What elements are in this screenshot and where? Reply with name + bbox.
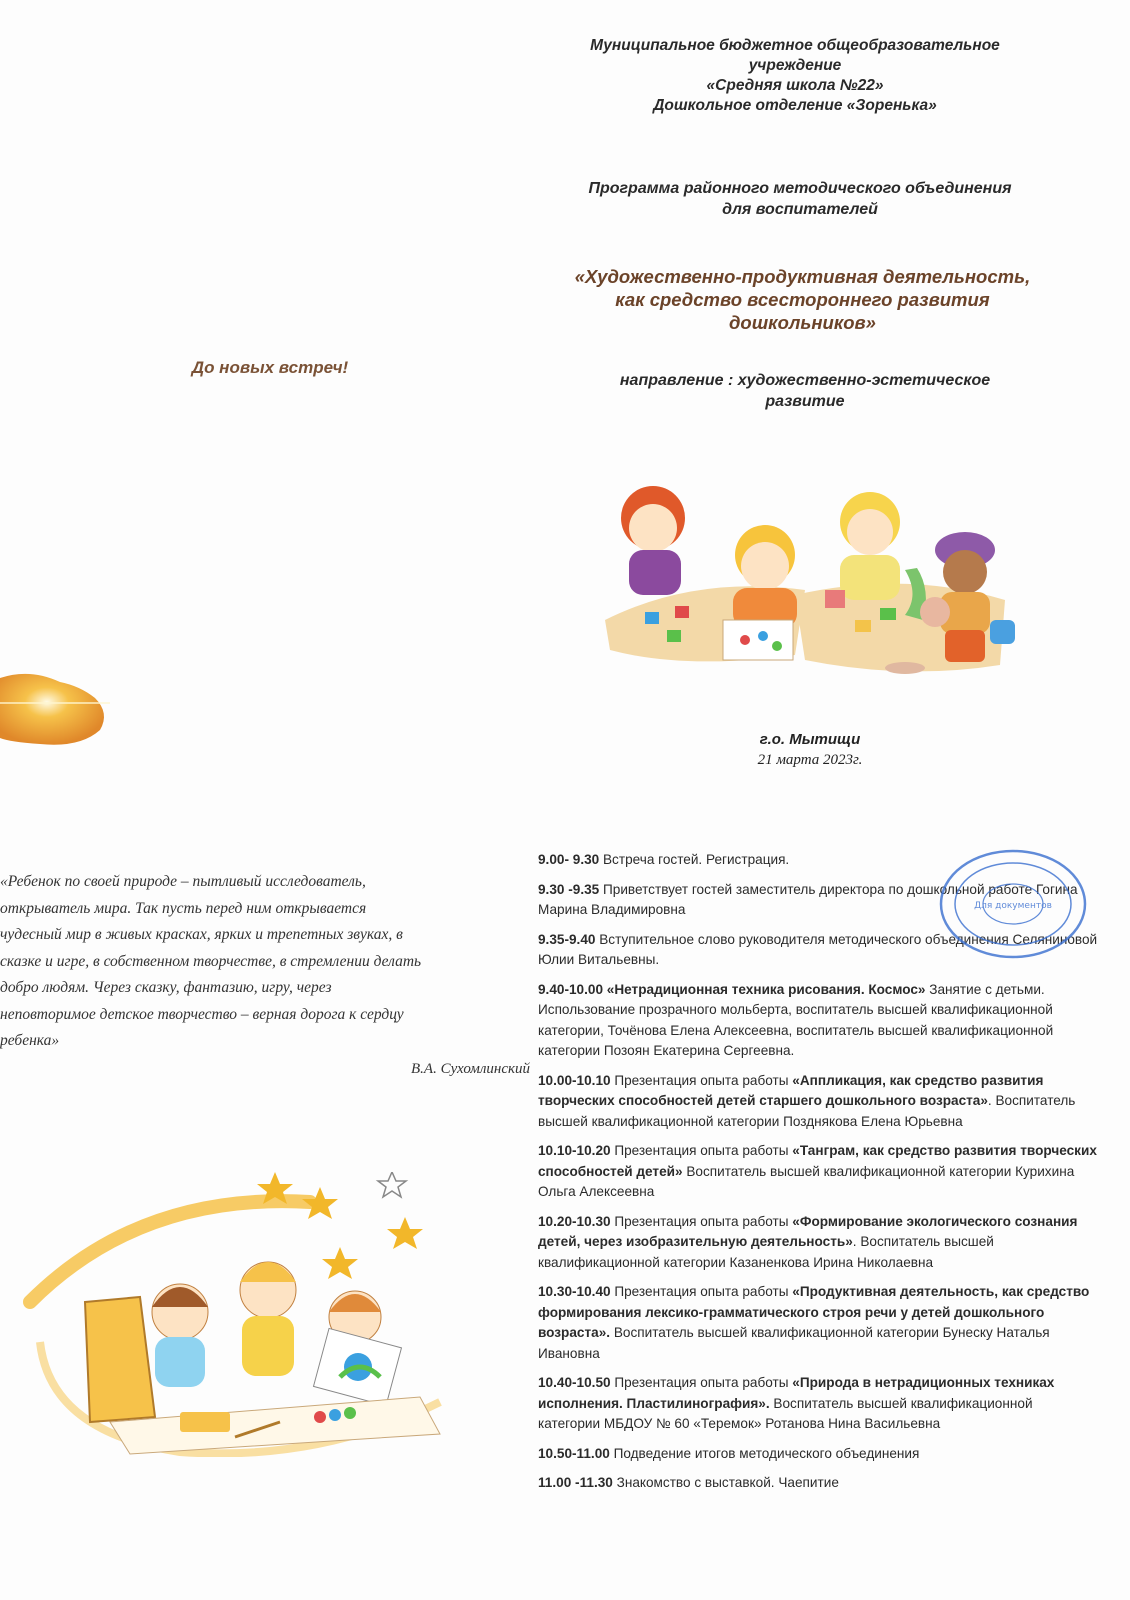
program-line-1: Программа районного методического объединения: [588, 180, 1012, 197]
direction-title: [545, 370, 1065, 412]
schedule-time: 9.30 -9.35: [538, 881, 600, 897]
schedule-highlight: «Формирование экологического сознания детей, через изобразительную деятельность»: [538, 1213, 1078, 1249]
program-line-2: для воспитателей: [722, 201, 878, 218]
program-title: [530, 178, 1070, 220]
quote-line: неповторимое детское творчество – верная дорога к сердцу: [0, 1005, 404, 1023]
quote-line: добро людям. Через сказку, фантазию, игру, через: [0, 979, 332, 996]
children-crafting-illustration: [605, 480, 1025, 685]
event-date: 21 марта 2023г.: [757, 752, 863, 768]
quote-line: ребенка»: [0, 1032, 60, 1049]
schedule-text: Подведение итогов методического объединения: [609, 1445, 920, 1461]
schedule-item: [538, 1373, 1098, 1435]
schedule-text: Презентация опыта работы: [610, 1072, 793, 1088]
organization-name: [530, 36, 1060, 116]
schedule-text: . Воспитатель высшей квалификационной категории Позднякова Елена Юрьевна: [538, 1093, 1076, 1129]
direction-line-2: развитие: [765, 393, 845, 410]
quote-author: В.А. Сухомлинский: [411, 1061, 530, 1077]
schedule-time: 10.20-10.30: [538, 1213, 611, 1229]
schedule-time: 9.35-9.40: [538, 931, 596, 947]
topic-line-3: дошкольников»: [729, 312, 876, 333]
schedule-item: [538, 1212, 1098, 1274]
schedule-highlight: «Природа в нетрадиционных техниках исполнения. Пластилинография».: [538, 1375, 1055, 1411]
sunset-decoration: [0, 668, 110, 748]
schedule-text: Приветствует гостей заместитель директора по дошкольной работе Гогина Марина Владимировна: [538, 881, 1078, 917]
schedule-time: 11.00 -11.30: [538, 1475, 613, 1490]
schedule-item: [538, 1444, 1098, 1465]
schedule-text: Презентация опыта работы: [610, 1143, 793, 1158]
painting-children-illustration: [20, 1172, 465, 1457]
schedule-item: [538, 1473, 1098, 1494]
city: г.о. Мытищи: [759, 731, 861, 748]
schedule-highlight: «Танграм, как средство развития творческих способностей детей»: [538, 1143, 1097, 1179]
schedule-item: [538, 1282, 1098, 1364]
org-line-4: Дошкольное отделение «Зоренька»: [653, 97, 937, 114]
schedule-text: Презентация опыта работы: [610, 1213, 793, 1229]
schedule-text: Встреча гостей. Регистрация.: [599, 852, 790, 867]
schedule-text: Презентация опыта работы: [610, 1375, 793, 1390]
quote-line: «Ребенок по своей природе – пытливый исследователь,: [0, 873, 366, 890]
topic-title: [530, 265, 1075, 334]
schedule-text: Презентация опыта работы: [610, 1284, 793, 1299]
schedule-text: Воспитатель высшей квалификационной категории Курихина Ольга Алексеевна: [538, 1163, 1075, 1199]
direction-line-1: направление : художественно-эстетическое: [619, 372, 991, 389]
schedule-text: Вступительное слово руководителя методического объединения Селяниновой Юлии Витальевны.: [538, 931, 1098, 967]
topic-line-2: как средство всестороннего развития: [615, 289, 990, 310]
schedule-time: 10.00-10.10: [538, 1072, 611, 1088]
schedule-time: 9.00- 9.30: [538, 852, 600, 867]
org-line-3: «Средняя школа №22»: [706, 77, 884, 94]
schedule-highlight: «Продуктивная деятельность, как средство формирования лексико-грамматического строя речи у детей дошкольного возраста».: [538, 1284, 1090, 1340]
schedule-text: Знакомство с выставкой. Чаепитие: [612, 1475, 839, 1490]
schedule-text: Воспитатель высшей квалификационной категории МБДОУ № 60 «Теремок» Ротанова Нина Васильевна: [538, 1395, 1033, 1431]
schedule-highlight: «Аппликация, как средство развития творческих способностей детей старшего дошкольного возраста»: [538, 1072, 1044, 1108]
quote-line: сказке и игре, в собственном творчестве, в стремлении делать: [0, 952, 422, 970]
sukhomlinsky-quote: [0, 869, 510, 1055]
schedule-time: 9.40-10.00: [538, 981, 604, 997]
quote-line: чудесный мир в живых красках, ярких и трепетных звуках, в: [0, 926, 403, 943]
schedule-item: [538, 1071, 1098, 1133]
schedule-item: [538, 980, 1098, 1062]
stamp-text: Для документов: [974, 901, 1052, 911]
farewell-text: До новых встреч!: [191, 358, 349, 377]
schedule-item: [538, 1141, 1098, 1203]
official-stamp: [938, 848, 1088, 960]
schedule-text: . Воспитатель высшей квалификационной категории Казаненкова Ирина Николаевна: [538, 1234, 994, 1270]
schedule-text: Занятие с детьми. Использование прозрачного мольберта, воспитатель высшей квалификационной категории, Точёнова Елена Алексеевна, воспитатель высшей квалификационной категории Позоян Екатерина Сергеевна.: [538, 981, 1054, 1058]
schedule-highlight: «Нетрадиционная техника рисования. Космос»: [606, 981, 926, 997]
schedule-time: 10.40-10.50: [538, 1375, 611, 1390]
place-and-date: [700, 729, 920, 771]
schedule-time: 10.50-11.00: [538, 1445, 610, 1461]
org-line-2: учреждение: [748, 57, 842, 74]
quote-line: открыватель мира. Так пусть перед ним открывается: [0, 899, 367, 917]
schedule-time: 10.30-10.40: [538, 1284, 611, 1299]
schedule-text: Воспитатель высшей квалификационной категории Бунеску Наталья Ивановна: [538, 1325, 1050, 1361]
schedule-time: 10.10-10.20: [538, 1143, 611, 1158]
org-line-1: Муниципальное бюджетное общеобразовательное: [590, 37, 1000, 54]
topic-line-1: «Художественно-продуктивная деятельность,: [574, 266, 1031, 287]
